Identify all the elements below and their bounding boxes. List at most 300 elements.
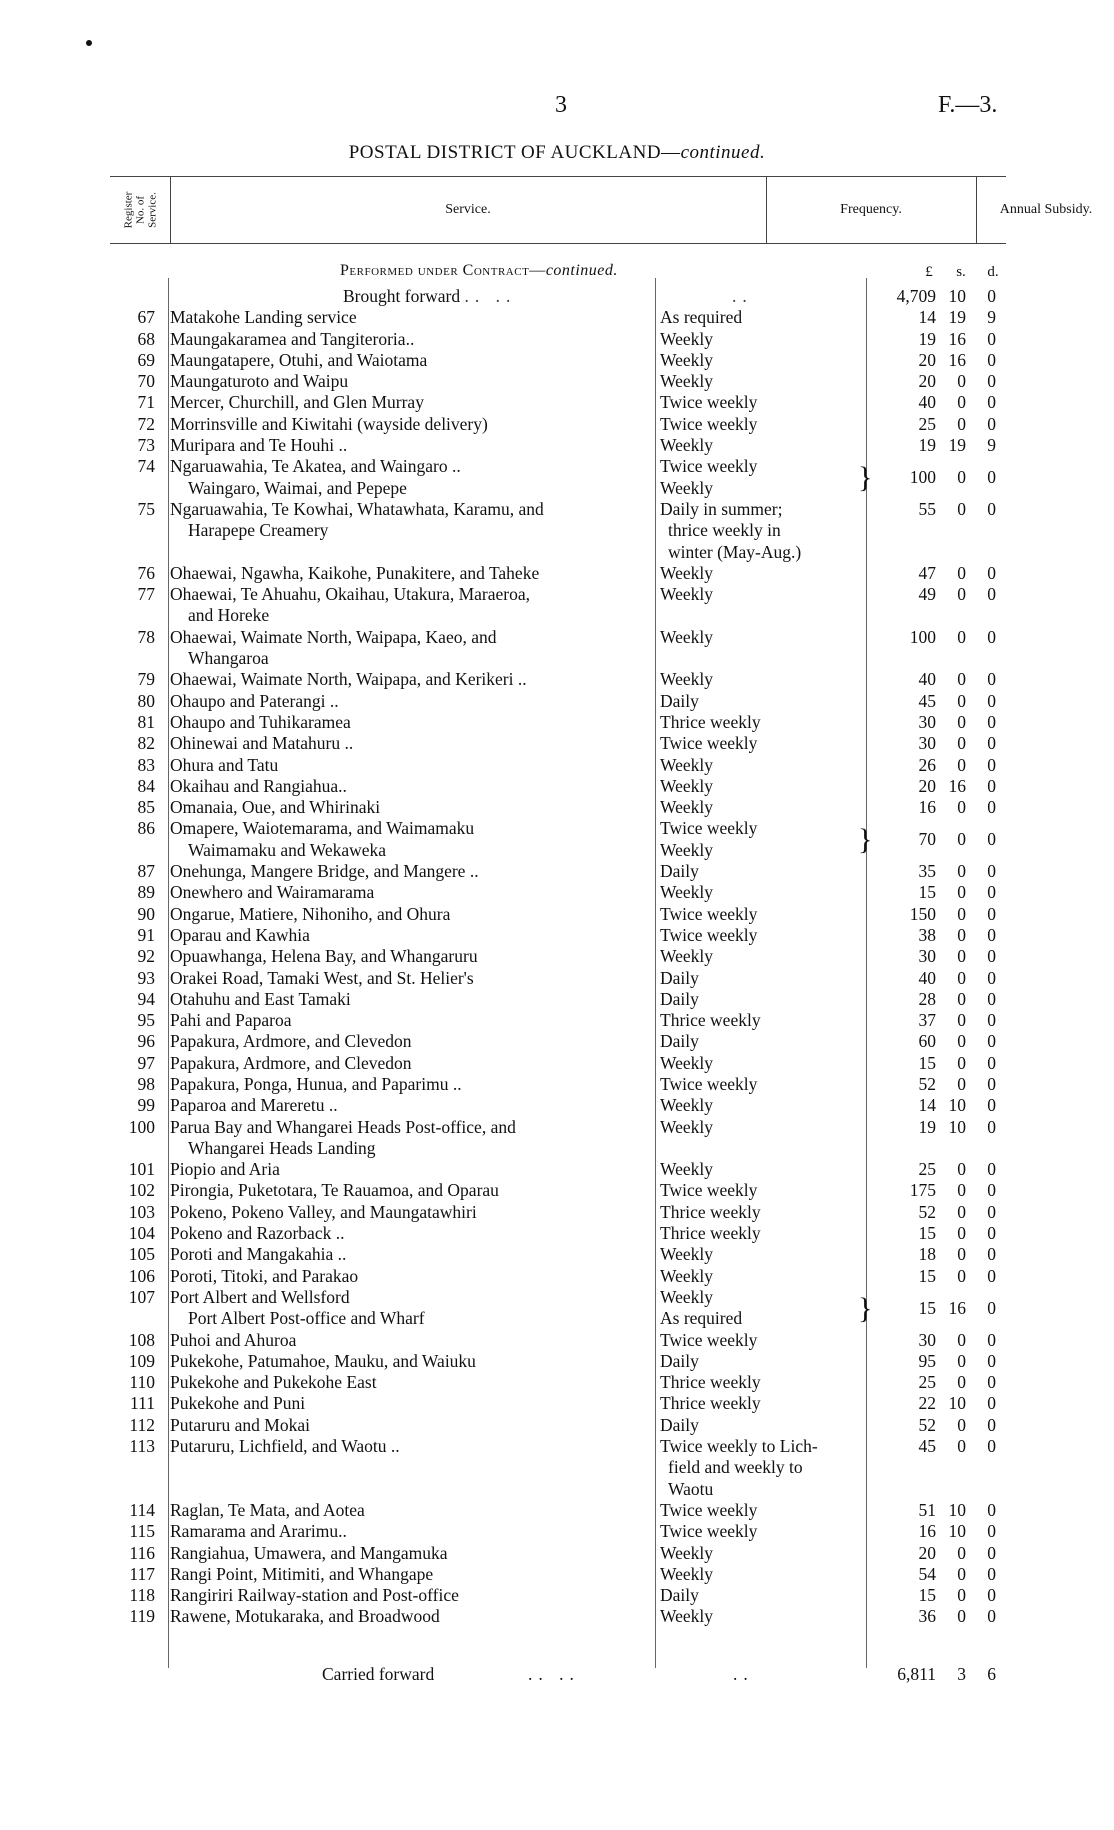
amount-pence: 9: [987, 307, 996, 328]
frequency-cell: [660, 350, 860, 371]
service-text: Oparau and Kawhia: [170, 924, 310, 945]
frequency-cell: [660, 1585, 860, 1606]
amount-shillings: 10: [948, 286, 966, 306]
register-number: 85: [137, 797, 155, 818]
frequency-text: Twice weekly: [660, 456, 758, 477]
frequency-text: Weekly: [660, 626, 714, 647]
frequency-cell: [660, 669, 860, 690]
register-number: 113: [129, 1436, 155, 1457]
amount-shillings: 0: [957, 988, 966, 1009]
table-row: [0, 371, 1114, 392]
subsidy-amount: [880, 350, 996, 371]
amount-pence: 0: [987, 1201, 996, 1222]
service-cell: [170, 1351, 645, 1372]
service-text: Morrinsville and Kiwitahi (wayside delivery): [170, 413, 488, 434]
table-row: [0, 1606, 1114, 1627]
frequency-text: Weekly: [660, 669, 714, 690]
register-number: 80: [137, 690, 155, 711]
subsidy-amount: [880, 946, 996, 967]
service-cell: [170, 1202, 645, 1223]
amount-pounds: 100: [909, 626, 936, 647]
amount-pounds: 6,811: [897, 1664, 936, 1684]
service-text: Port Albert and Wellsford: [170, 1286, 350, 1307]
table-row: [0, 1031, 1114, 1052]
service-text: Pukekohe and Puni: [170, 1393, 306, 1414]
service-cell: [170, 435, 645, 456]
amount-pence: 0: [987, 946, 996, 967]
frequency-text: Weekly: [660, 584, 714, 605]
register-number: 99: [137, 1095, 155, 1116]
subsidy-amount: [880, 1117, 996, 1138]
register-number: 117: [129, 1563, 155, 1584]
subsidy-amount: [880, 1372, 996, 1393]
table-row: [0, 1202, 1114, 1223]
amount-shillings: 0: [957, 1585, 966, 1606]
service-text: Opuawhanga, Helena Bay, and Whangaruru: [170, 946, 478, 967]
register-number: 110: [129, 1372, 155, 1393]
table-row: [0, 563, 1114, 584]
amount-pounds: 100: [909, 467, 936, 488]
amount-pence: 0: [987, 903, 996, 924]
amount-shillings: 10: [948, 1116, 966, 1137]
register-number: 97: [137, 1052, 155, 1073]
amount-shillings: 0: [957, 829, 966, 850]
table-row: [0, 776, 1114, 797]
frequency-cell: [660, 584, 860, 605]
table-row: [0, 1415, 1114, 1436]
service-cell: [170, 1159, 645, 1180]
subsidy-amount: [880, 1521, 996, 1542]
service-text: Orakei Road, Tamaki West, and St. Helier's: [170, 967, 474, 988]
amount-pounds: 14: [918, 307, 936, 328]
frequency-text: Waotu: [668, 1478, 714, 1499]
register-number: 74: [137, 456, 155, 477]
frequency-cell: [660, 755, 860, 776]
table-row: [0, 1564, 1114, 1585]
register-number: 72: [137, 413, 155, 434]
frequency-cell: [660, 797, 860, 818]
amount-pence: 0: [987, 1095, 996, 1116]
amount-pounds: 52: [918, 1414, 936, 1435]
register-number: 114: [129, 1499, 155, 1520]
frequency-text: As required: [660, 307, 743, 328]
amount-pence: 0: [987, 733, 996, 754]
service-cell: [170, 691, 645, 712]
amount-pence: 0: [987, 882, 996, 903]
amount-pounds: 60: [918, 1031, 936, 1052]
register-number: 89: [137, 882, 155, 903]
amount-shillings: 10: [948, 1499, 966, 1520]
table-row: [0, 925, 1114, 946]
service-text: Omanaia, Oue, and Whirinaki: [170, 797, 381, 818]
table-row: [0, 329, 1114, 350]
service-text: Omapere, Waiotemarama, and Waimamaku: [170, 818, 475, 839]
subsidy-amount: [880, 329, 996, 350]
register-number: 106: [128, 1265, 155, 1286]
frequency-cell: [660, 1330, 860, 1351]
service-text: Ohaupo and Tuhikaramea: [170, 711, 351, 732]
frequency-text: Weekly: [660, 1606, 714, 1627]
leader-dots: .. ..: [464, 286, 517, 306]
amount-pounds: 15: [918, 1223, 936, 1244]
service-table: [0, 286, 1114, 1628]
service-text: Parua Bay and Whangarei Heads Post-office, and: [170, 1116, 516, 1137]
frequency-cell: [660, 563, 860, 584]
amount-pounds: 47: [918, 562, 936, 583]
amount-pence: 0: [987, 988, 996, 1009]
service-text: Waimamaku and Wekaweka: [188, 839, 387, 860]
register-number: 79: [137, 669, 155, 690]
amount-pounds: 45: [918, 1436, 936, 1457]
amount-pence: 0: [987, 498, 996, 519]
page-title: [0, 142, 1114, 164]
amount-pounds: 15: [918, 882, 936, 903]
service-cell: [170, 968, 645, 989]
amount-pence: 0: [987, 1329, 996, 1350]
amount-pence: 0: [987, 711, 996, 732]
register-number: 95: [137, 1010, 155, 1031]
amount-shillings: 0: [957, 413, 966, 434]
frequency-cell: [660, 1117, 860, 1138]
frequency-text: Thrice weekly: [660, 1393, 761, 1414]
amount-shillings: 0: [957, 967, 966, 988]
frequency-cell: [660, 1202, 860, 1223]
amount-shillings: 0: [957, 467, 966, 488]
subsidy-amount: [880, 1298, 996, 1319]
amount-shillings: 3: [957, 1664, 966, 1684]
amount-shillings: 0: [957, 903, 966, 924]
table-row: [0, 414, 1114, 435]
service-text: Maungaturoto and Waipu: [170, 371, 349, 392]
frequency-text: Daily: [660, 1031, 699, 1052]
amount-pounds: 20: [918, 371, 936, 392]
amount-pounds: 54: [918, 1563, 936, 1584]
amount-pounds: 38: [918, 924, 936, 945]
register-number: 78: [137, 626, 155, 647]
subsidy-amount: [880, 584, 996, 605]
amount-shillings: 0: [957, 1073, 966, 1094]
frequency-cell: [660, 1436, 860, 1500]
service-text: Ngaruawahia, Te Akatea, and Waingaro ..: [170, 456, 461, 477]
frequency-cell: [660, 1010, 860, 1031]
service-cell: [170, 350, 645, 371]
amount-pence: 9: [987, 435, 996, 456]
amount-pence: 0: [987, 1585, 996, 1606]
frequency-cell: [660, 1351, 860, 1372]
frequency-cell: [660, 1287, 860, 1330]
amount-pounds: 40: [918, 967, 936, 988]
frequency-cell: [660, 1031, 860, 1052]
register-number: 115: [129, 1521, 155, 1542]
frequency-cell: [660, 776, 860, 797]
frequency-text: Weekly: [660, 775, 714, 796]
register-number: 70: [137, 371, 155, 392]
register-number: 83: [137, 754, 155, 775]
amount-shillings: 16: [948, 349, 966, 370]
table-row: [0, 1074, 1114, 1095]
amount-shillings: 0: [957, 1031, 966, 1052]
subsidy-amount: [880, 989, 996, 1010]
register-number: 100: [128, 1116, 155, 1137]
frequency-cell: [660, 925, 860, 946]
table-row: [0, 350, 1114, 371]
table-row: [0, 691, 1114, 712]
col-subsidy: Annual Subsidy.: [999, 202, 1093, 217]
frequency-cell: [660, 1415, 860, 1436]
service-cell: [170, 904, 645, 925]
amount-pounds: 30: [918, 1329, 936, 1350]
frequency-text: Twice weekly: [660, 1073, 758, 1094]
service-cell: [170, 1521, 645, 1542]
service-cell: [170, 733, 645, 754]
service-text: Pokeno, Pokeno Valley, and Maungatawhiri: [170, 1201, 477, 1222]
frequency-text: Daily: [660, 1350, 699, 1371]
frequency-cell: [660, 1500, 860, 1521]
amount-pence: 0: [987, 349, 996, 370]
frequency-cell: [660, 435, 860, 456]
amount-pounds: 40: [918, 669, 936, 690]
currency-headers: [913, 264, 1009, 281]
frequency-text: Thrice weekly: [660, 1372, 761, 1393]
amount-pence: 0: [987, 467, 996, 488]
frequency-text: Twice weekly: [660, 924, 758, 945]
subsidy-amount: [880, 968, 996, 989]
amount-shillings: 0: [957, 1223, 966, 1244]
register-number: 84: [137, 775, 155, 796]
service-cell: [170, 1500, 645, 1521]
amount-shillings: 0: [957, 690, 966, 711]
frequency-cell: [660, 1372, 860, 1393]
frequency-cell: [660, 1393, 860, 1414]
register-number: 77: [137, 584, 155, 605]
amount-pounds: 14: [918, 1095, 936, 1116]
table-row: [0, 797, 1114, 818]
register-number: 119: [129, 1606, 155, 1627]
service-text: Onehunga, Mangere Bridge, and Mangere ..: [170, 861, 479, 882]
register-number: 98: [137, 1073, 155, 1094]
frequency-cell: [660, 861, 860, 882]
service-cell: [170, 1330, 645, 1351]
amount-pounds: 16: [918, 1521, 936, 1542]
service-text: Ngaruawahia, Te Kowhai, Whatawhata, Karamu, and: [170, 498, 544, 519]
frequency-text: Daily in summer;: [660, 498, 783, 519]
frequency-cell: [660, 818, 860, 861]
service-cell: [170, 1436, 645, 1457]
register-number: 92: [137, 946, 155, 967]
table-row: [0, 1330, 1114, 1351]
service-cell: [170, 563, 645, 584]
amount-pence: 0: [987, 1159, 996, 1180]
amount-pounds: 4,709: [896, 286, 936, 306]
col-frequency: Frequency.: [766, 177, 977, 243]
paper-reference: F.—3.: [938, 92, 998, 118]
frequency-cell: [660, 1543, 860, 1564]
register-number: 104: [128, 1223, 155, 1244]
service-cell: [170, 1372, 645, 1393]
amount-pounds: 15: [918, 1297, 936, 1318]
amount-pounds: 35: [918, 861, 936, 882]
amount-pounds: 175: [909, 1180, 936, 1201]
frequency-cell: [660, 627, 860, 648]
leader-dots: ..: [733, 1664, 754, 1684]
subsidy-amount: [880, 1223, 996, 1244]
subsidy-amount: [880, 371, 996, 392]
table-row: [0, 733, 1114, 754]
frequency-text: Thrice weekly: [660, 1010, 761, 1031]
register-number: 109: [128, 1350, 155, 1371]
register-number: 94: [137, 988, 155, 1009]
service-cell: [170, 1095, 645, 1116]
amount-pounds: 22: [918, 1393, 936, 1414]
subsidy-amount: [880, 1074, 996, 1095]
service-text: Ohaewai, Waimate North, Waipapa, and Kerikeri ..: [170, 669, 527, 690]
frequency-cell: [660, 946, 860, 967]
subsidy-amount: [880, 307, 996, 328]
service-cell: [170, 818, 645, 861]
amount-shillings: 0: [957, 1159, 966, 1180]
amount-shillings: 0: [957, 1010, 966, 1031]
register-number: 112: [129, 1414, 155, 1435]
frequency-text: Twice weekly to Lich-: [660, 1436, 818, 1457]
amount-pence: 0: [987, 371, 996, 392]
service-text: Rawene, Motukaraka, and Broadwood: [170, 1606, 440, 1627]
amount-shillings: 0: [957, 1180, 966, 1201]
amount-pence: 0: [987, 1542, 996, 1563]
amount-pounds: 30: [918, 946, 936, 967]
table-row: [0, 1159, 1114, 1180]
section-label: Performed under Contract—: [340, 262, 546, 279]
amount-shillings: 0: [957, 1563, 966, 1584]
frequency-text: Daily: [660, 861, 699, 882]
frequency-text: Weekly: [660, 1265, 714, 1286]
service-text: Maungakaramea and Tangiteroria..: [170, 328, 415, 349]
subsidy-amount: [880, 1031, 996, 1052]
service-text: Ohinewai and Matahuru ..: [170, 733, 354, 754]
title-continued: continued.: [680, 142, 766, 163]
table-row: [0, 1351, 1114, 1372]
frequency-cell: [660, 371, 860, 392]
amount-shillings: 16: [948, 775, 966, 796]
register-number: 96: [137, 1031, 155, 1052]
service-cell: [170, 861, 645, 882]
service-cell: [170, 712, 645, 733]
subsidy-amount: [880, 1415, 996, 1436]
amount-pounds: 20: [918, 349, 936, 370]
service-cell: [170, 925, 645, 946]
service-text: Pukekohe and Pukekohe East: [170, 1372, 377, 1393]
register-number: 82: [137, 733, 155, 754]
amount-pence: 0: [987, 1223, 996, 1244]
frequency-cell: [660, 989, 860, 1010]
frequency-text: field and weekly to: [668, 1457, 803, 1478]
frequency-cell: [660, 307, 860, 328]
frequency-text: Thrice weekly: [660, 1223, 761, 1244]
amount-pounds: 19: [918, 435, 936, 456]
service-cell: [170, 392, 645, 413]
subsidy-amount: [880, 627, 996, 648]
service-cell: [170, 776, 645, 797]
amount-pence: 0: [987, 967, 996, 988]
subsidy-amount: [880, 392, 996, 413]
service-text: Whangaroa: [188, 648, 269, 669]
frequency-text: Weekly: [660, 562, 714, 583]
register-number: 76: [137, 562, 155, 583]
amount-shillings: 19: [948, 307, 966, 328]
service-text: Poroti, Titoki, and Parakao: [170, 1265, 359, 1286]
register-number: 111: [130, 1393, 155, 1414]
service-text: Harapepe Creamery: [188, 520, 329, 541]
amount-pence: 0: [987, 690, 996, 711]
table-row: [0, 1053, 1114, 1074]
frequency-text: winter (May-Aug.): [668, 541, 802, 562]
frequency-cell: [660, 1564, 860, 1585]
frequency-text: Weekly: [660, 1052, 714, 1073]
service-cell: [170, 329, 645, 350]
frequency-text: Weekly: [660, 1244, 714, 1265]
pence-header: d.: [987, 264, 999, 280]
amount-pence: 6: [987, 1664, 996, 1684]
service-cell: [170, 755, 645, 776]
amount-pence: 0: [987, 392, 996, 413]
subsidy-amount: [880, 1500, 996, 1521]
subsidy-amount: [880, 691, 996, 712]
subsidy-amount: [880, 669, 996, 690]
frequency-cell: [660, 1095, 860, 1116]
service-cell: [170, 1266, 645, 1287]
subsidy-amount: [880, 499, 996, 520]
table-row: [0, 1223, 1114, 1244]
amount-pence: 0: [987, 1563, 996, 1584]
table-row: [0, 1180, 1114, 1201]
frequency-text: Twice weekly: [660, 903, 758, 924]
frequency-text: Weekly: [660, 1286, 714, 1307]
frequency-cell: [660, 392, 860, 413]
subsidy-amount: [880, 861, 996, 882]
amount-shillings: 10: [948, 1095, 966, 1116]
table-row: [0, 1266, 1114, 1287]
subsidy-amount: [880, 1095, 996, 1116]
amount-pence: 0: [987, 924, 996, 945]
frequency-cell: [660, 1244, 860, 1265]
amount-shillings: 0: [957, 626, 966, 647]
table-row: [0, 1010, 1114, 1031]
amount-pounds: 150: [909, 903, 936, 924]
service-text: Matakohe Landing service: [170, 307, 357, 328]
title-main: POSTAL DISTRICT OF AUCKLAND—: [348, 142, 681, 163]
carried-forward-amount: [880, 1664, 996, 1685]
frequency-cell: [660, 1266, 860, 1287]
frequency-text: Weekly: [660, 435, 714, 456]
table-row: [0, 968, 1114, 989]
brought-forward-label: Brought forward: [343, 286, 461, 306]
amount-pence: 0: [987, 1031, 996, 1052]
table-row: [0, 712, 1114, 733]
service-cell: [170, 1415, 645, 1436]
amount-shillings: 10: [948, 1393, 966, 1414]
col-register: [110, 177, 171, 243]
frequency-text: Weekly: [660, 1542, 714, 1563]
table-row: [0, 627, 1114, 670]
table-row: [0, 1521, 1114, 1542]
amount-pence: 0: [987, 754, 996, 775]
amount-shillings: 0: [957, 1244, 966, 1265]
table-row: [0, 1372, 1114, 1393]
frequency-cell: [660, 1159, 860, 1180]
table-row: [0, 755, 1114, 776]
frequency-cell: [660, 1074, 860, 1095]
register-number: 102: [128, 1180, 155, 1201]
frequency-text: Weekly: [660, 1159, 714, 1180]
